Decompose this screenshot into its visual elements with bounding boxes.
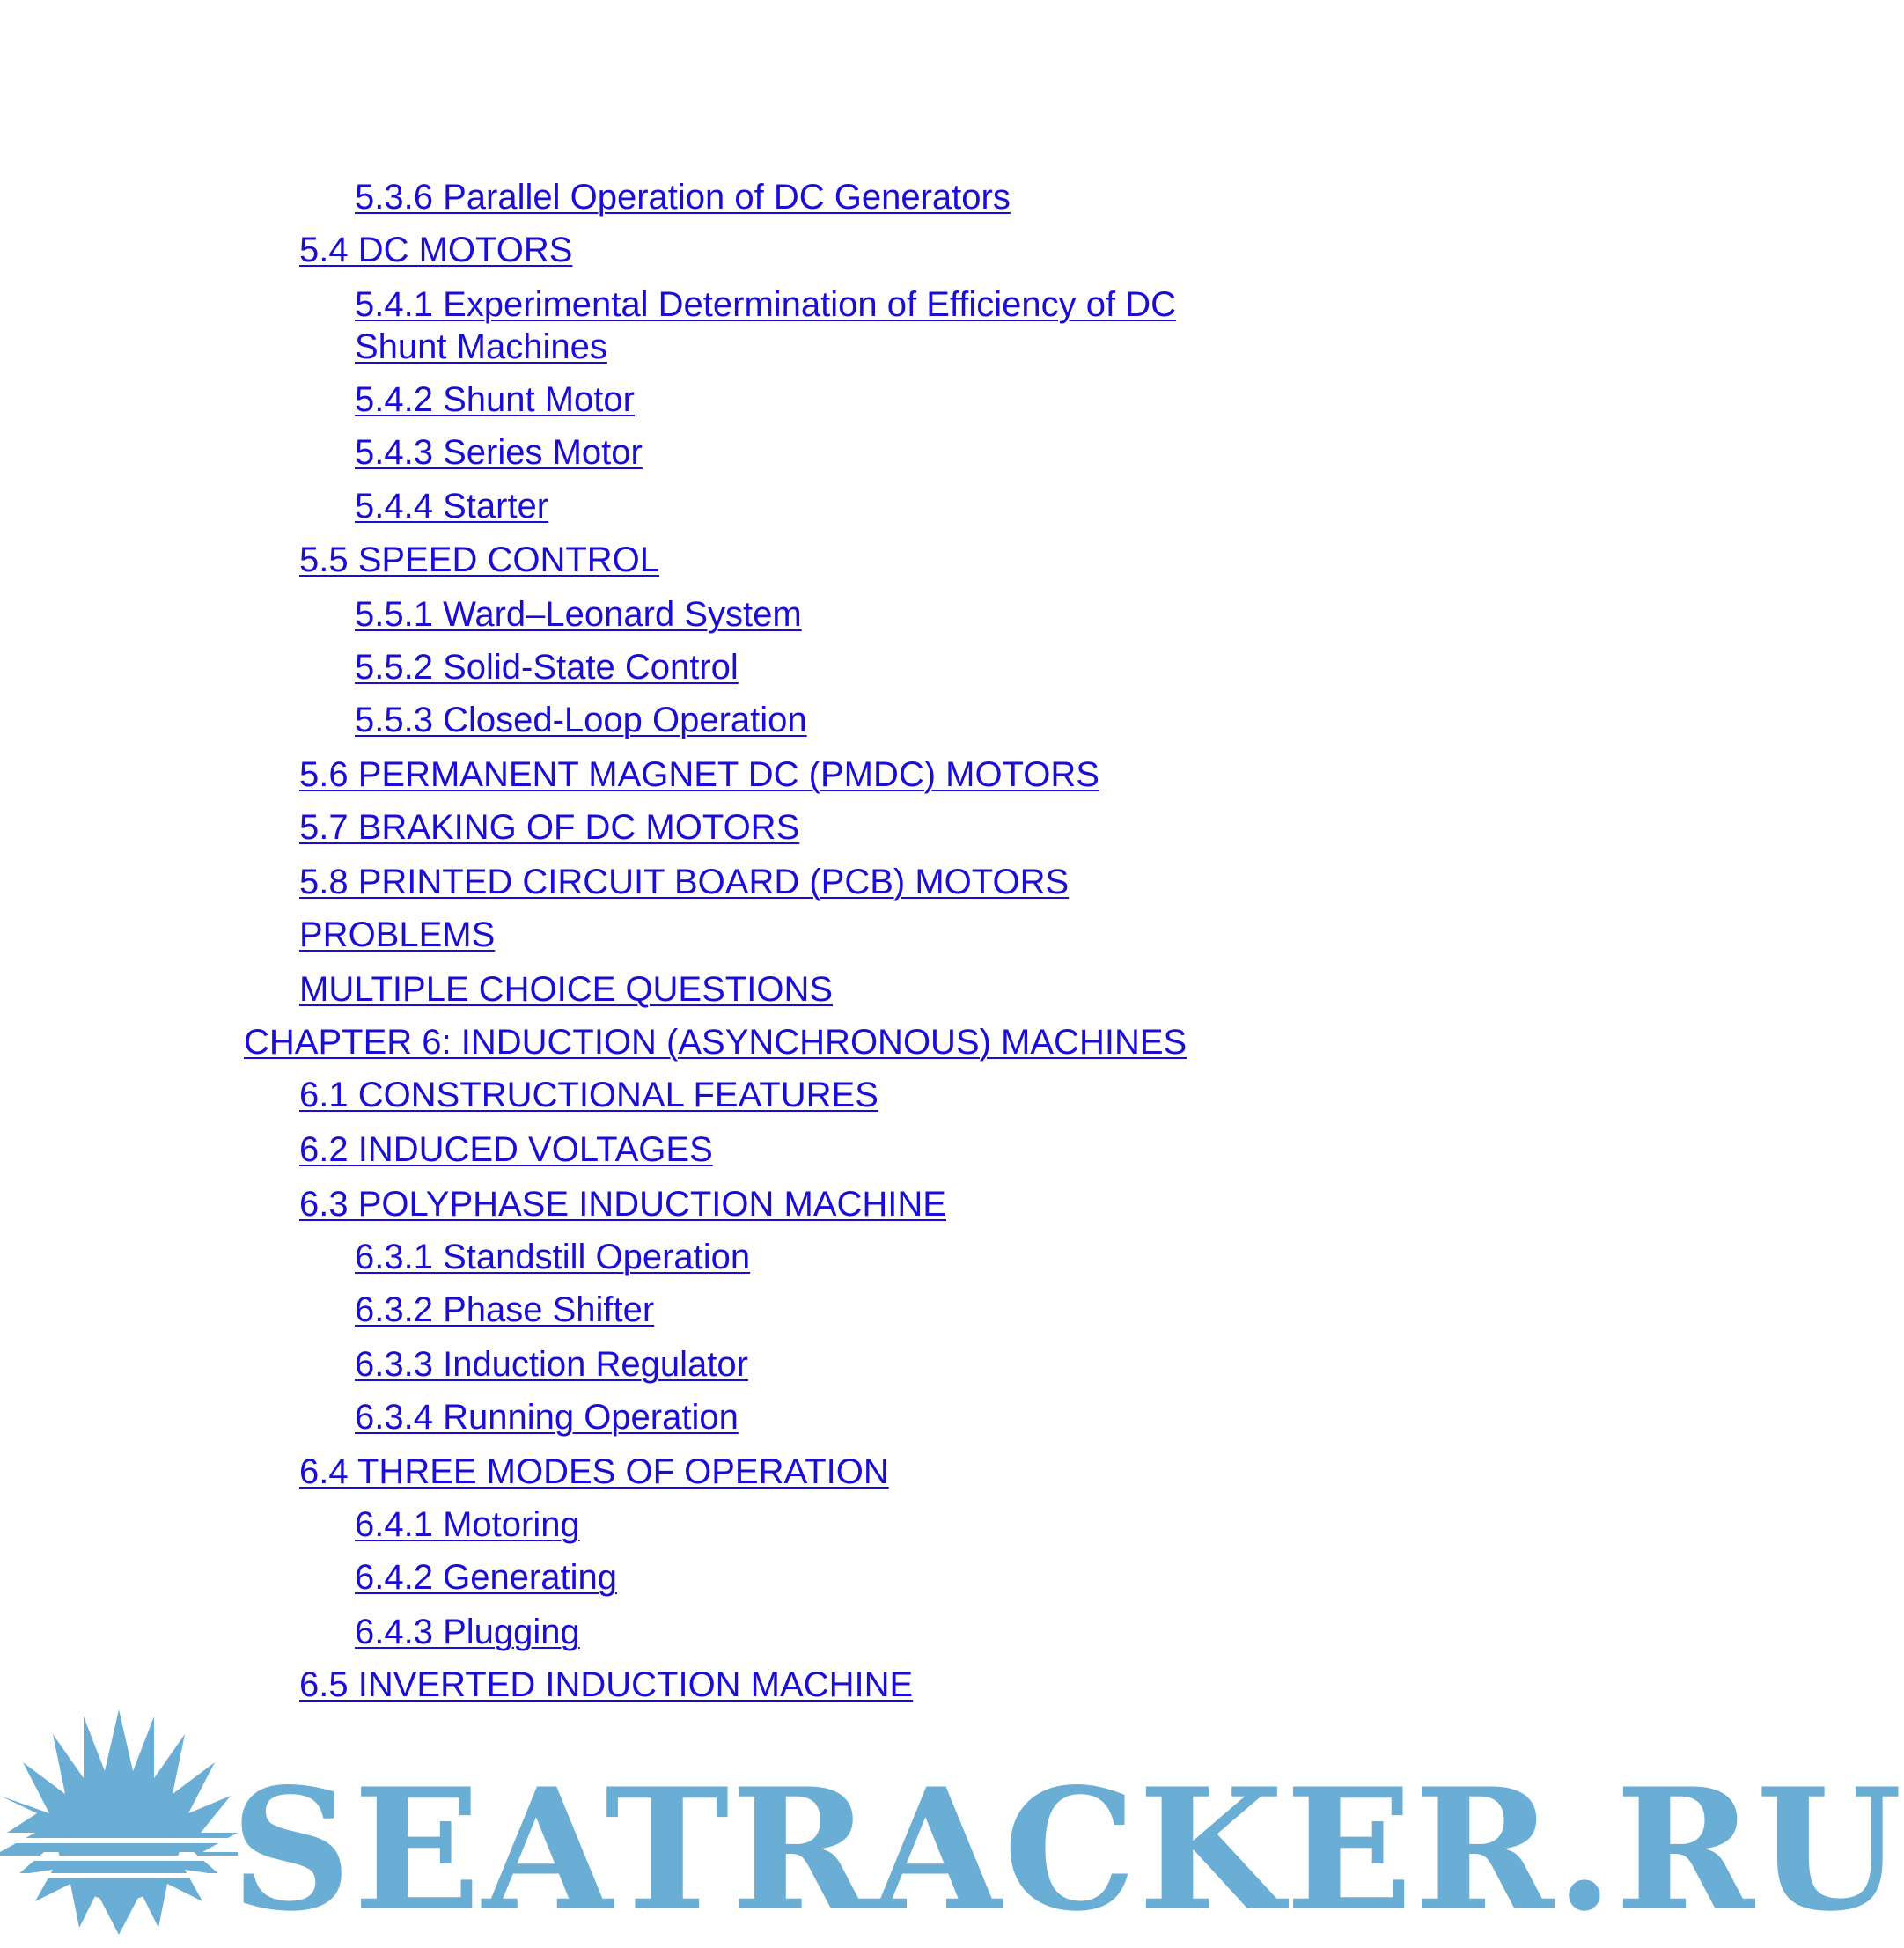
toc-link-5-4-2[interactable]: 5.4.2 Shunt Motor: [355, 380, 635, 419]
sun-logo-icon: [0, 1708, 238, 1937]
toc-link-problems[interactable]: PROBLEMS: [299, 915, 496, 954]
toc-link-6-2[interactable]: 6.2 INDUCED VOLTAGES: [299, 1130, 713, 1169]
toc-link-5-6[interactable]: 5.6 PERMANENT MAGNET DC (PMDC) MOTORS: [299, 755, 1099, 794]
toc-link-6-3-4[interactable]: 6.3.4 Running Operation: [355, 1398, 739, 1437]
toc-link-6-3-3[interactable]: 6.3.3 Induction Regulator: [355, 1345, 748, 1384]
toc-link-multiple-choice[interactable]: MULTIPLE CHOICE QUESTIONS: [299, 970, 834, 1009]
toc-link-5-5-3[interactable]: 5.5.3 Closed-Loop Operation: [355, 701, 807, 739]
toc-link-6-5[interactable]: 6.5 INVERTED INDUCTION MACHINE: [299, 1665, 914, 1704]
toc-link-6-3[interactable]: 6.3 POLYPHASE INDUCTION MACHINE: [299, 1185, 946, 1224]
toc-link-5-4-4[interactable]: 5.4.4 Starter: [355, 487, 549, 526]
toc-link-5-4[interactable]: 5.4 DC MOTORS: [299, 231, 573, 269]
watermark-text: SEATRACKER.RU: [231, 1752, 1904, 1948]
toc-link-5-4-1[interactable]: 5.4.1 Experimental Determination of Efficiency of DC Shunt Machines: [355, 285, 1177, 366]
toc-link-6-4-1[interactable]: 6.4.1 Motoring: [355, 1505, 580, 1544]
toc-link-5-7[interactable]: 5.7 BRAKING OF DC MOTORS: [299, 808, 800, 847]
toc-link-5-5-2[interactable]: 5.5.2 Solid-State Control: [355, 648, 739, 687]
toc-link-6-3-1[interactable]: 6.3.1 Standstill Operation: [355, 1238, 751, 1276]
toc-link-6-4[interactable]: 6.4 THREE MODES OF OPERATION: [299, 1452, 889, 1491]
toc-link-6-1[interactable]: 6.1 CONSTRUCTIONAL FEATURES: [299, 1076, 878, 1114]
toc-link-5-3-6[interactable]: 5.3.6 Parallel Operation of DC Generators: [355, 178, 1011, 217]
toc-link-6-4-3[interactable]: 6.4.3 Plugging: [355, 1613, 580, 1651]
toc-link-5-5-1[interactable]: 5.5.1 Ward–Leonard System: [355, 595, 802, 634]
toc-link-6-3-2[interactable]: 6.3.2 Phase Shifter: [355, 1290, 655, 1329]
toc-link-5-8[interactable]: 5.8 PRINTED CIRCUIT BOARD (PCB) MOTORS: [299, 863, 1070, 901]
toc-link-6-4-2[interactable]: 6.4.2 Generating: [355, 1558, 617, 1597]
toc-link-chapter-6[interactable]: CHAPTER 6: INDUCTION (ASYNCHRONOUS) MACHINES: [244, 1023, 1187, 1062]
toc-link-5-4-3[interactable]: 5.4.3 Series Motor: [355, 433, 643, 472]
toc-link-5-5[interactable]: 5.5 SPEED CONTROL: [299, 540, 660, 579]
